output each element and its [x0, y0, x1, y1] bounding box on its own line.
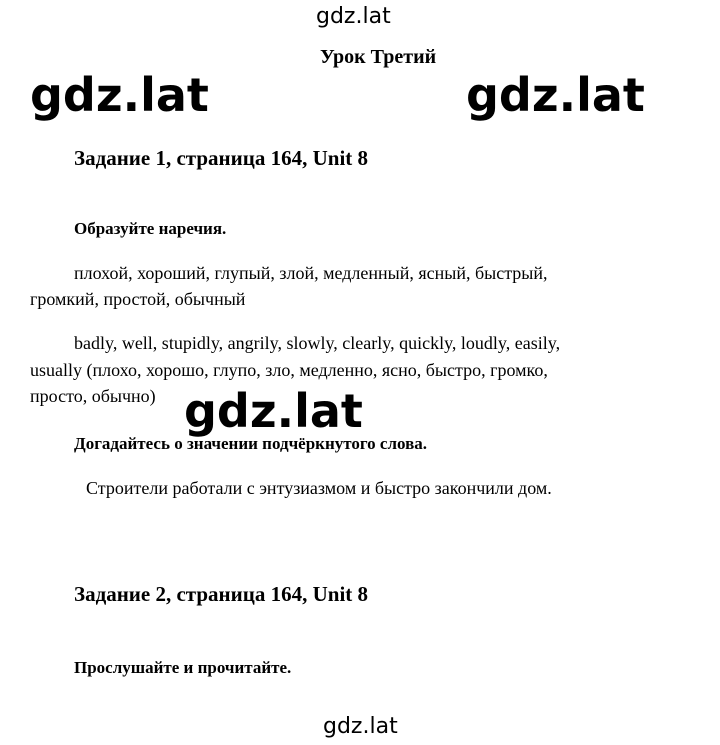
task1-heading: Задание 1, страница 164, Unit 8: [74, 146, 369, 170]
adjectives-line-2: громкий, простой, обычный: [30, 289, 246, 309]
watermark-left: gdz.lat: [30, 68, 209, 122]
task2-instruction: Прослушайте и прочитайте.: [74, 658, 292, 677]
watermark-middle: gdz.lat: [184, 384, 363, 438]
task2-heading: Задание 2, страница 164, Unit 8: [74, 582, 369, 606]
adjectives-line-1: плохой, хороший, глупый, злой, медленный, ясный, быстрый,: [74, 263, 548, 283]
watermark-top: gdz.lat: [316, 4, 391, 29]
answer-line-3: просто, обычно): [30, 386, 156, 406]
example-sentence: Строители работали с энтузиазмом и быстро закончили дом.: [86, 478, 552, 498]
lesson-title: Урок Третий: [320, 46, 437, 68]
watermark-right: gdz.lat: [466, 68, 645, 122]
answer-line-1: badly, well, stupidly, angrily, slowly, clearly, quickly, loudly, easily,: [74, 333, 561, 353]
answer-line-2: usually (плохо, хорошо, глупо, зло, медленно, ясно, быстро, громко,: [30, 360, 548, 380]
task1-instruction-form-adverbs: Образуйте наречия.: [74, 219, 227, 238]
task1-instruction-guess-meaning: Догадайтесь о значении подчёркнутого слова.: [74, 434, 428, 453]
watermark-bottom: gdz.lat: [323, 714, 398, 739]
